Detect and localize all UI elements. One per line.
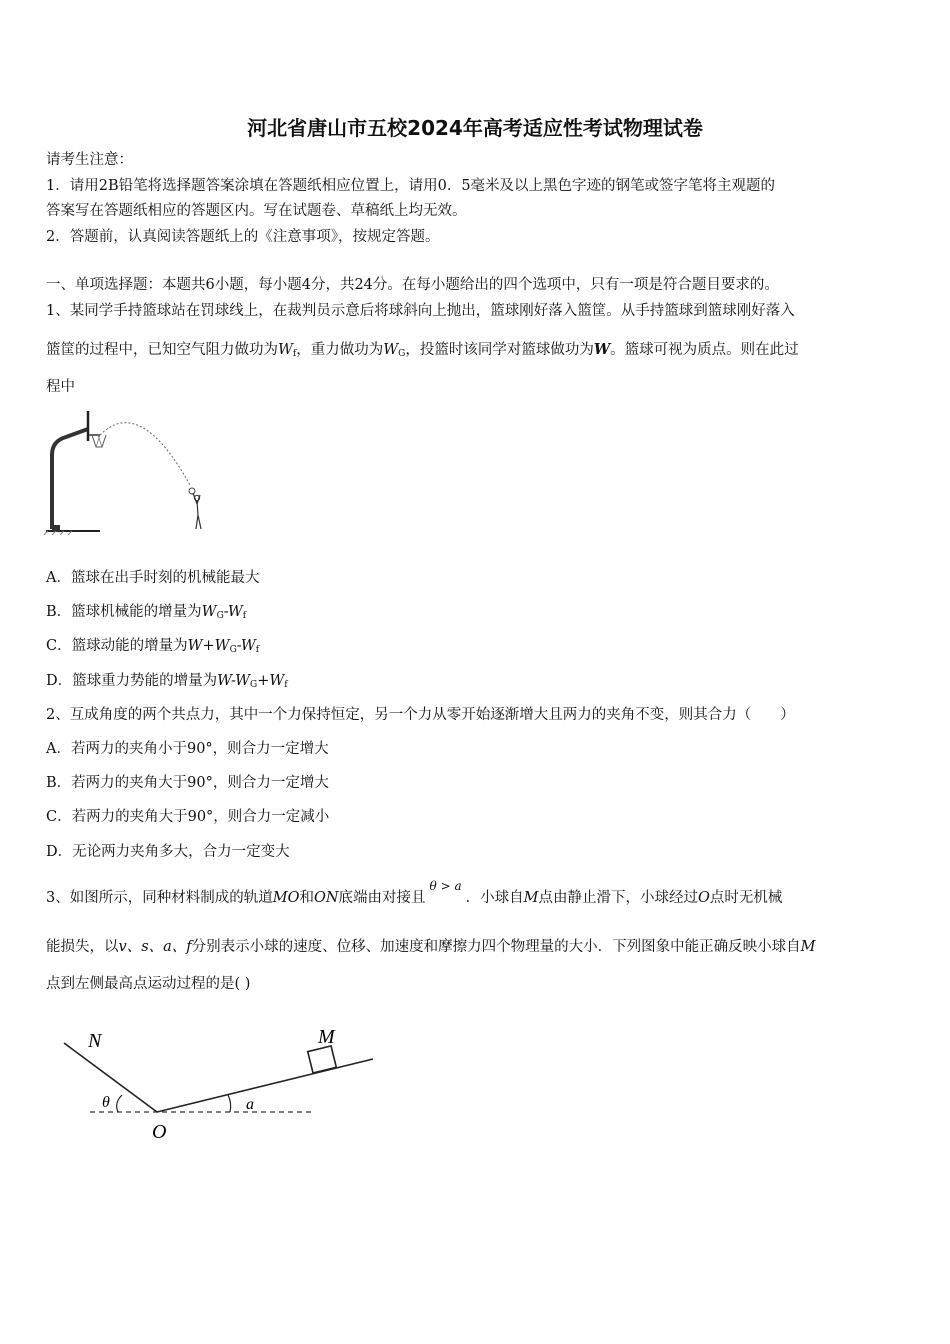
- q2-option-a: A．若两力的夹角小于90°，则合力一定增大: [46, 741, 329, 757]
- q2-option-c: C．若两力的夹角大于90°，则合力一定减小: [46, 809, 330, 825]
- q2-line1: 2、互成角度的两个共点力，其中一个力保持恒定，另一个力从零开始逐渐增大且两力的夹角不变，则其合力（ ）: [46, 707, 795, 723]
- q1-line1: 1、某同学手持篮球站在罚球线上，在裁判员示意后将球斜向上抛出，篮球刚好落入篮筐。从手持篮球到篮球刚好落入: [46, 303, 795, 319]
- notice-item1-line2: 答案写在答题纸相应的答题区内。写在试题卷、草稿纸上均无效。: [46, 203, 467, 219]
- q1-option-d: D．篮球重力势能的增量为$W-W_G+W_f$: [46, 673, 288, 690]
- page-title: 河北省唐山市五校2024年高考适应性考试物理试卷: [247, 116, 703, 140]
- label-m: M: [318, 1026, 335, 1048]
- label-theta: θ: [102, 1094, 110, 1111]
- q1-option-a: A．篮球在出手时刻的机械能最大: [46, 570, 260, 586]
- track-figure: [60, 1015, 390, 1150]
- q2-option-d: D．无论两力夹角多大，合力一定变大: [46, 844, 290, 860]
- q3-line3: 点到左侧最高点运动过程的是( ): [46, 976, 251, 992]
- label-n: N: [88, 1030, 102, 1052]
- q3-line1: 3、如图所示，同种材料制成的轨道MO和ON底端由对接且$^{\theta > a}$．小球自M点由静止滑下，小球经过O点时无机械: [46, 879, 783, 906]
- section1-heading: 一、单项选择题：本题共6小题，每小题4分，共24分。在每小题给出的四个选项中，只有一项是符合题目要求的。: [46, 277, 779, 293]
- notice-item2: 2．答题前，认真阅读答题纸上的《注意事项》，按规定答题。: [46, 229, 440, 245]
- label-alpha: a: [246, 1096, 254, 1113]
- notice-heading: 请考生注意：: [46, 152, 133, 168]
- q1-line3: 程中: [46, 379, 75, 395]
- notice-item1-line1: 1．请用2B铅笔将选择题答案涂填在答题纸相应位置上，请用0．5毫米及以上黑色字迹的钢笔或签字笔将主观题的: [46, 178, 776, 194]
- q1-option-c: C．篮球动能的增量为$W+W_G-W_f$: [46, 638, 260, 655]
- label-o: O: [152, 1121, 167, 1143]
- q3-condition: θ > a: [429, 879, 462, 893]
- basketball-figure: [40, 405, 220, 535]
- q3-line2: 能损失，以v、s、a、f分别表示小球的速度、位移、加速度和摩擦力四个物理量的大小．下列图象中能正确反映小球自M: [46, 939, 816, 955]
- q1-option-b: B．篮球机械能的增量为$W_G-W_f$: [46, 604, 247, 621]
- q1-line2: 篮筐的过程中，已知空气阻力做功为$W_f$，重力做功为$W_G$，投篮时该同学对篮球做功为W。篮球可视为质点。则在此过: [46, 341, 799, 359]
- q2-option-b: B．若两力的夹角大于90°，则合力一定增大: [46, 775, 329, 791]
